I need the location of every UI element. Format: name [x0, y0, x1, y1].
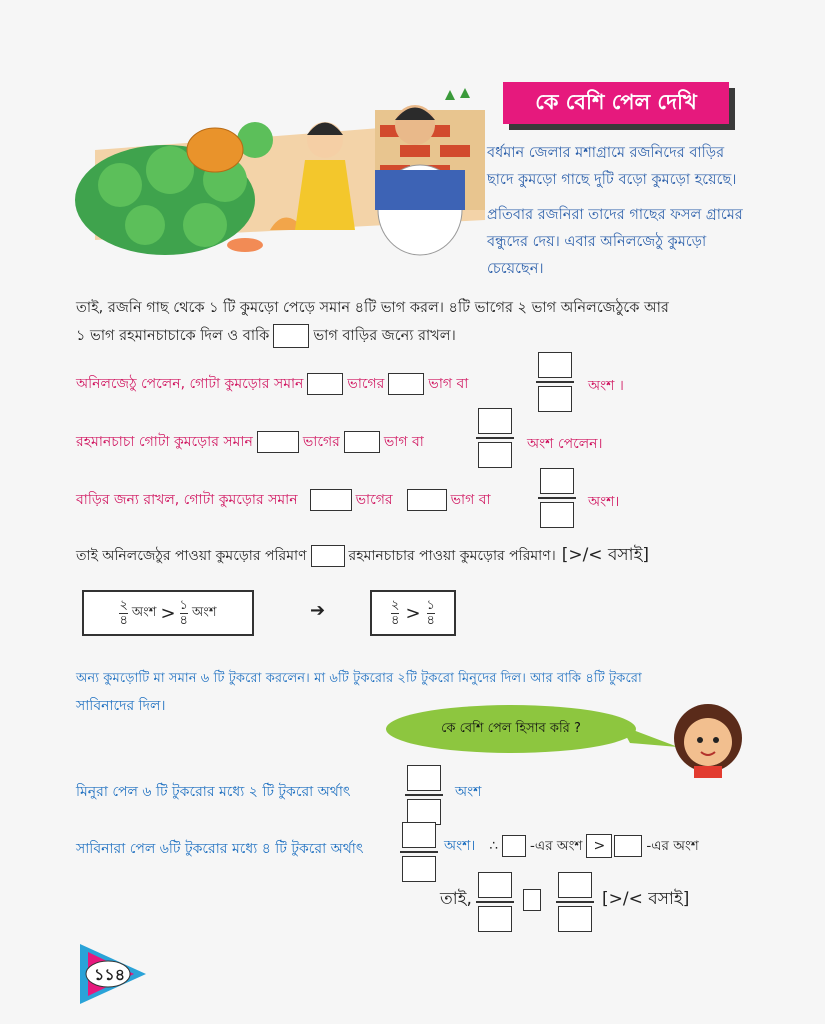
q2-box-1[interactable] — [257, 431, 299, 453]
fraction-bar — [536, 381, 574, 383]
example-gt: > — [160, 602, 176, 624]
question-2 — [76, 430, 424, 454]
q1-numerator-box[interactable] — [538, 352, 572, 378]
para1-line2-text-b: ভাগ বাড়ির জন্যে রাখল। — [313, 328, 456, 344]
sabina-compare — [444, 834, 699, 858]
example-right-num-2: ১ — [426, 597, 435, 613]
q1-text-c: ভাগ বা — [428, 376, 469, 392]
q3-text-a: বাড়ির জন্য রাখল, গোটা কুমড়োর সমান — [76, 492, 298, 508]
final-fraction-1 — [478, 872, 512, 932]
final-fraction-2 — [558, 872, 592, 932]
sabina-denominator-box[interactable] — [402, 856, 436, 882]
question-1 — [76, 372, 468, 396]
q3-fraction — [540, 468, 574, 528]
compare-hint: [>/< বসাই] — [561, 545, 650, 565]
example-den-2: ৪ — [179, 612, 188, 628]
q2-text-b: ভাগের — [302, 434, 340, 450]
q1-denominator-box[interactable] — [538, 386, 572, 412]
q2-fraction — [478, 408, 512, 468]
speech-bubble-text: কে বেশি পেল হিসাব করি ? — [441, 720, 581, 736]
story-para-2: প্রতিবার রজনিরা তাদের গাছের ফসল গ্রামের বন্ধুদের দেয়। এবার অনিলজেঠু কুমড়ো চেয়েছেন। — [487, 207, 743, 277]
q1-box-2[interactable] — [388, 373, 424, 395]
minu-fraction — [407, 765, 441, 825]
example-right-den-2: ৪ — [426, 612, 435, 628]
compare-line — [76, 542, 649, 570]
example-right-box — [370, 590, 456, 636]
para2-line1: অন্য কুমড়োটি মা সমান ৬ টি টুকরো করলেন। মা ৬টি টুকরোর ২টি টুকরো মিনুদের দিল। আর বাকি ৪টি টুকরো — [76, 671, 642, 686]
q1-text-b: ভাগের — [347, 376, 385, 392]
example-num-1: ২ — [119, 597, 128, 613]
page-title: কে বেশি পেল দেখি — [503, 82, 729, 124]
q2-numerator-box[interactable] — [478, 408, 512, 434]
final-prefix: তাই, — [440, 889, 472, 909]
minu-numerator-box[interactable] — [407, 765, 441, 791]
q3-text-d: অংশ। — [588, 494, 620, 510]
sabina-box-2[interactable] — [614, 835, 642, 857]
fraction-bar — [556, 901, 594, 903]
compare-text-a: তাই অনিলজেঠুর পাওয়া কুমড়োর পরিমাণ — [76, 548, 307, 564]
example-den-1: ৪ — [119, 612, 128, 628]
therefore-sign: ∴ — [489, 838, 499, 854]
q3-numerator-box[interactable] — [540, 468, 574, 494]
sabina-text-c: -এর অংশ — [530, 837, 583, 854]
compare-sign-box[interactable] — [311, 545, 345, 567]
page-number: ১১৪ — [94, 965, 126, 984]
example-right-den-1: ৪ — [391, 612, 400, 628]
sabina-box-1[interactable] — [502, 835, 526, 857]
final-sign-box[interactable] — [523, 889, 541, 911]
fraction-bar — [476, 437, 514, 439]
q3-denominator-box[interactable] — [540, 502, 574, 528]
q3-text-b: ভাগের — [355, 492, 393, 508]
example-word-1: অংশ — [131, 604, 157, 620]
minu-text: মিনুরা পেল ৬ টি টুকরোর মধ্যে ২ টি টুকরো অর্থাৎ — [76, 784, 351, 800]
question-3 — [76, 488, 491, 512]
speech-bubble — [386, 705, 636, 753]
final-hint: [>/< বসাই] — [602, 889, 690, 909]
sabina-text-d: -এর অংশ — [646, 837, 699, 854]
sabina-text: সাবিনারা পেল ৬টি টুকরোর মধ্যে ৪ টি টুকরো অর্থাৎ — [76, 841, 364, 857]
sabina-suffix: অংশ। — [444, 838, 476, 854]
q3-box-2[interactable] — [407, 489, 447, 511]
example-word-2: অংশ — [191, 604, 217, 620]
para2-line2: সাবিনাদের দিল। — [76, 698, 166, 714]
sabina-gt-box[interactable]: > — [586, 834, 612, 858]
sabina-numerator-box[interactable] — [402, 822, 436, 848]
example-right-num-1: ২ — [391, 597, 400, 613]
q1-text-a: অনিলজেঠু পেলেন, গোটা কুমড়োর সমান — [76, 376, 304, 392]
para1-line2-text-a: ১ ভাগ রহমানচাচাকে দিল ও বাকি — [76, 328, 270, 344]
para1-line2 — [76, 322, 456, 350]
sabina-fraction — [402, 822, 436, 882]
final-denominator-2[interactable] — [558, 906, 592, 932]
q2-denominator-box[interactable] — [478, 442, 512, 468]
answer-box-remaining[interactable] — [273, 324, 309, 348]
example-num-2: ১ — [179, 597, 188, 613]
final-numerator-2[interactable] — [558, 872, 592, 898]
pumpkin-illustration — [75, 80, 495, 280]
final-numerator-1[interactable] — [478, 872, 512, 898]
arrow-icon: ➔ — [310, 600, 326, 621]
q1-text-d: অংশ । — [588, 378, 624, 394]
fraction-bar — [476, 901, 514, 903]
q1-fraction — [538, 352, 572, 412]
minu-suffix: অংশ — [455, 784, 482, 800]
story-para-1: বর্ধমান জেলার মশাগ্রামে রজনিদের বাড়ির ছাদে কুমড়ো গাছে দুটি বড়ো কুমড়ো হয়েছে। — [487, 145, 737, 188]
q2-box-2[interactable] — [344, 431, 380, 453]
para1-line1: তাই, রজনি গাছ থেকে ১ টি কুমড়ো পেড়ে সমান ৪টি ভাগ করল। ৪টি ভাগের ২ ভাগ অনিলজেঠুকে আর — [76, 300, 669, 316]
girl-avatar — [668, 700, 748, 780]
example-left-box — [82, 590, 254, 636]
final-denominator-1[interactable] — [478, 906, 512, 932]
q2-text-a: রহমানচাচা গোটা কুমড়োর সমান — [76, 434, 253, 450]
title-banner — [503, 82, 733, 128]
fraction-bar — [400, 851, 438, 853]
q1-box-1[interactable] — [307, 373, 343, 395]
q2-text-c: ভাগ বা — [383, 434, 424, 450]
q2-text-d: অংশ পেলেন। — [527, 436, 603, 452]
q3-box-1[interactable] — [310, 489, 352, 511]
example-right-gt: > — [405, 602, 421, 624]
compare-text-b: রহমানচাচার পাওয়া কুমড়োর পরিমাণ। — [348, 548, 556, 564]
fraction-bar — [538, 497, 576, 499]
q3-text-c: ভাগ বা — [450, 492, 491, 508]
fraction-bar — [405, 794, 443, 796]
